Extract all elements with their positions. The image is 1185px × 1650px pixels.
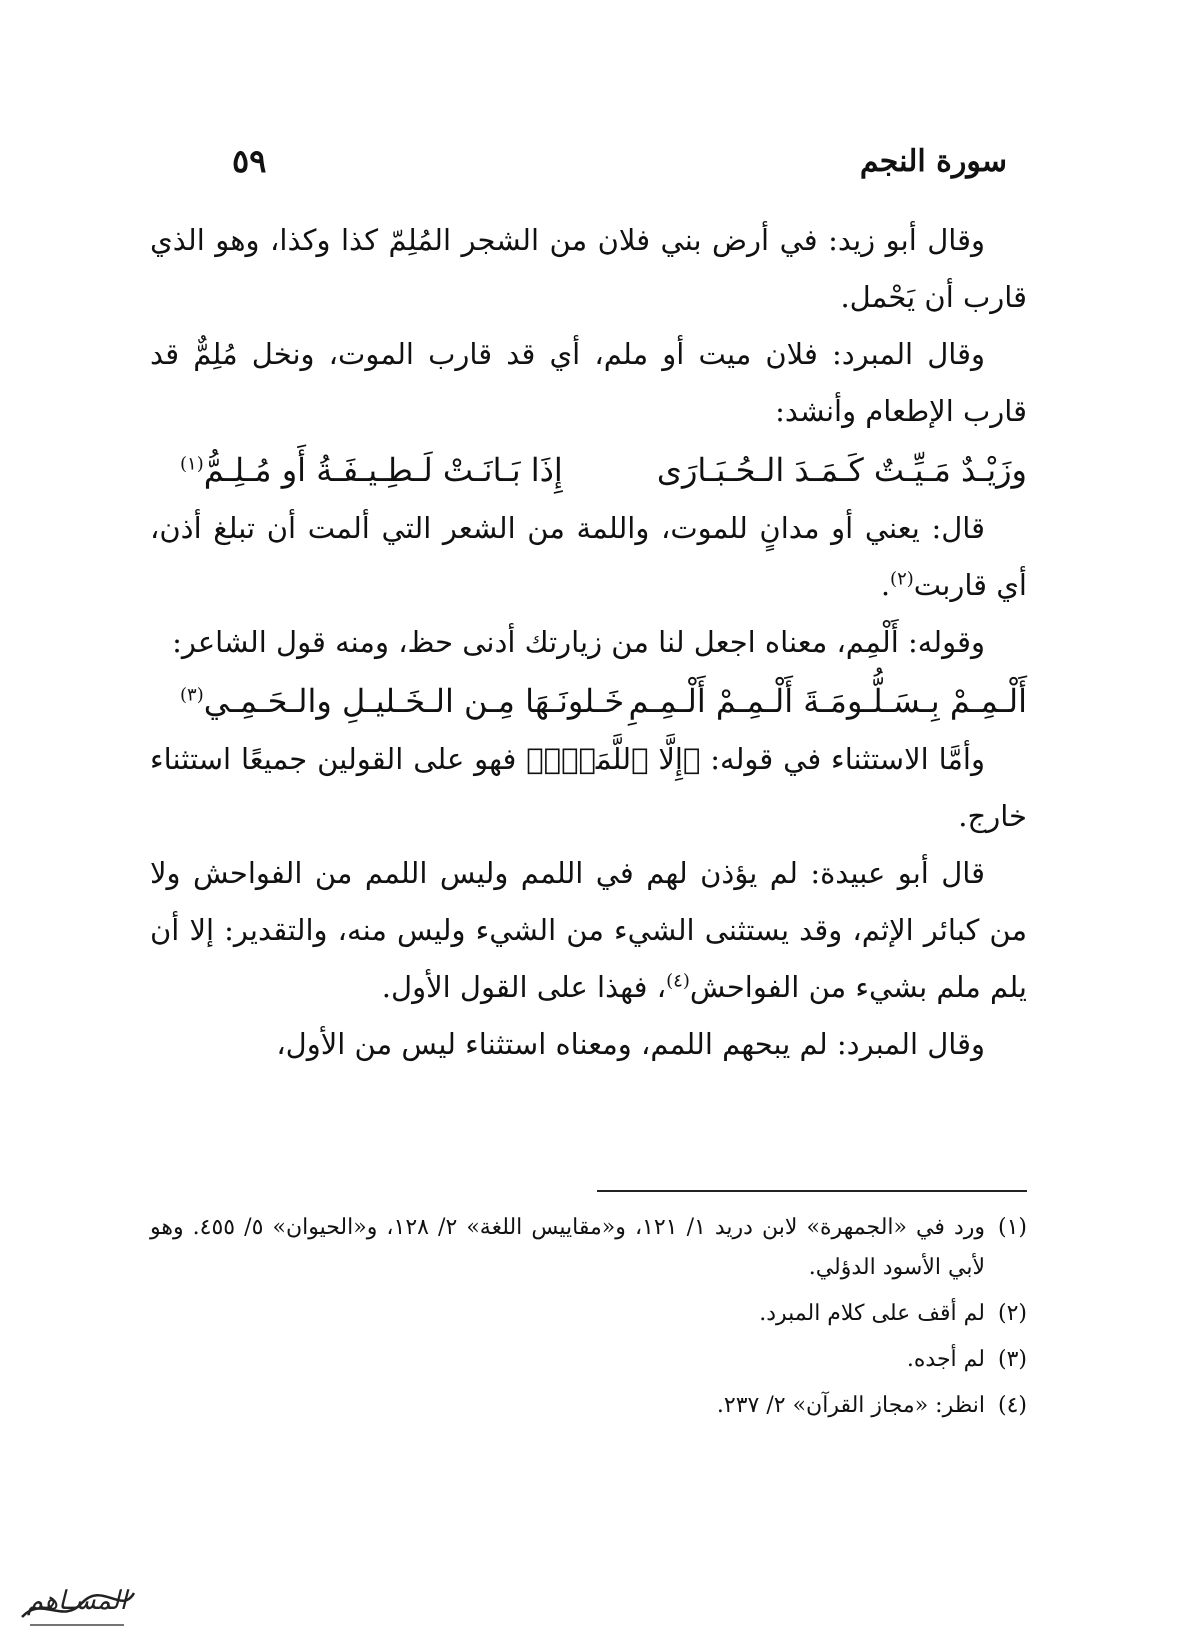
footnote-3 [150, 1340, 1027, 1380]
footnote-number: (٤) [997, 1393, 1027, 1418]
paragraph-5: وأمَّا الاستثناء في قوله: ﴿إِلَّا ٱللَّمَمَۚ﴾ فهو على القولين جميعًا استثناء خارج. [150, 742, 1027, 833]
verse-1-second-hemistich: إِذَا بَـانَـتْ لَـطِـيـفَـةُ أَو مُـلِـمُّ$^{(١)}$ [180, 451, 563, 489]
footnote-2 [150, 1294, 1027, 1334]
paragraph-3: قال: يعني أو مدانٍ للموت، واللمة من الشعر التي ألمت أن تبلغ أذن، أي قاربت$^{(٢)}$. [150, 511, 1027, 602]
footnote-ref-4[interactable]: (٤) [666, 970, 690, 992]
footnote-number: (٢) [997, 1301, 1027, 1326]
footnote-text: ورد في «الجمهرة» لابن دريد ١/ ١٢١، و«مقاييس اللغة» ٢/ ١٢٨، و«الحيوان» ٥/ ٤٥٥. وهو لأبي الأسود الدؤلي. [150, 1215, 986, 1280]
logo-text: المسـاهم [27, 1586, 127, 1616]
footnote-text: لم أجده. [906, 1347, 985, 1372]
verse-2-first-hemistich: أَلْـمِـمْ بِـسَـلُّـومَـةَ أَلْـمِـمْ أَلْـمِـمِ [628, 682, 1027, 720]
verse-1-first-hemistich: وزَيْـدٌ مَـيِّـتٌ كَـمَـدَ الـحُـبَـارَى [656, 451, 1027, 489]
footnote-ref-2[interactable]: (٢) [890, 568, 914, 590]
footnote-text: لم أقف على كلام المبرد. [759, 1301, 985, 1326]
publisher-logo-icon [12, 1565, 142, 1635]
paragraph-4: وقوله: أَلْمِم، معناه اجعل لنا من زيارتك أدنى حظ، ومنه قول الشاعر: [172, 625, 985, 659]
paragraph-2: وقال المبرد: فلان ميت أو ملم، أي قد قارب الموت، ونخل مُلِمٌّ قد قارب الإطعام وأنشد: [150, 337, 1027, 428]
page-number: ٥٩ [232, 142, 267, 180]
footnote-4 [150, 1386, 1027, 1426]
footnotes [150, 1208, 1027, 1432]
running-title: سورة النجم [859, 143, 1007, 179]
verse-1 [180, 440, 1027, 500]
verse-2 [180, 671, 1027, 731]
paragraph-6: قال أبو عبيدة: لم يؤذن لهم في اللمم وليس اللمم من الفواحش ولا من كبائر الإثم، وقد يستثنى الشيء من الشيء وليس منه، والتقدير: إلا أن يلم ملم بشيء من الفواحش$^{(٤)}$، فهذا على القول الأول. [150, 856, 1027, 1004]
footnote-number: (١) [997, 1215, 1027, 1240]
paragraph-1: وقال أبو زيد: في أرض بني فلان من الشجر المُلِمّ كذا وكذا، وهو الذي قارب أن يَحْمل. [150, 223, 1027, 314]
footnote-1 [150, 1208, 1027, 1288]
footnote-separator [597, 1190, 1027, 1192]
main-text [150, 212, 1027, 1073]
footnote-text: انظر: «مجاز القرآن» ٢/ ٢٣٧. [716, 1393, 985, 1418]
footnote-ref-1[interactable]: (١) [180, 453, 204, 475]
page-header [232, 136, 1007, 186]
paragraph-7: وقال المبرد: لم يبحهم اللمم، ومعناه استثناء ليس من الأول، [276, 1027, 985, 1061]
footnote-ref-3[interactable]: (٣) [180, 684, 204, 706]
footnote-number: (٣) [997, 1347, 1027, 1372]
verse-2-second-hemistich: خَـلونَـهَا مِـن الـخَـليـلِ والـحَـمِـي$^{(٣)}$ [180, 682, 625, 720]
